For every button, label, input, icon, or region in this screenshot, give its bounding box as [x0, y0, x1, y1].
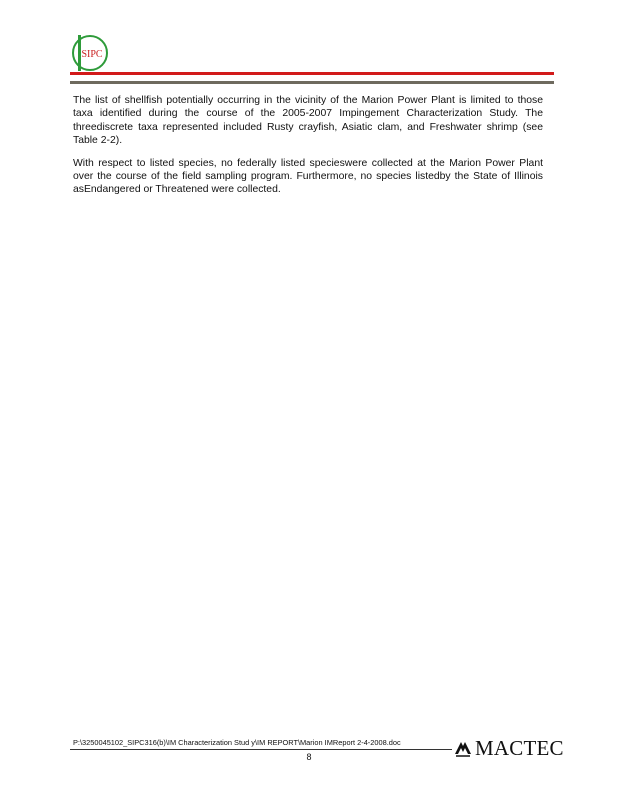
sipc-logo-icon: [70, 33, 110, 73]
paragraph-shellfish: The list of shellfish potentially occurring in the vicinity of the Marion Power Plant is limited to those taxa identified during the course of the 2005-2007 Impingement Characterization Study. The threediscrete taxa represented included Rusty crayfish, Asiatic clam, and Freshwater shrimp (see Table 2-2).: [73, 95, 543, 147]
footer-rule: [70, 749, 452, 750]
mactec-mark-icon: [453, 738, 473, 758]
mactec-brand: [453, 737, 564, 759]
header-gray-rule: [70, 81, 554, 84]
brand-text: MACTEC: [475, 736, 564, 760]
footer-file-path: P:\3250045102_SIPC316(b)\IM Characterization Stud y\IM REPORT\Marion IMReport 2-4-2008.doc: [73, 738, 401, 747]
document-body: [73, 94, 543, 206]
paragraph-listed-species: With respect to listed species, no federally listed specieswere collected at the Marion Power Plant over the course of the field sampling program. Furthermore, no species listedby the State of Illinois asEndangered or Threatened were collected.: [73, 157, 543, 196]
page-number: 8: [306, 752, 312, 762]
logo-text: SIPC: [81, 49, 103, 60]
header-red-rule: [70, 72, 554, 75]
